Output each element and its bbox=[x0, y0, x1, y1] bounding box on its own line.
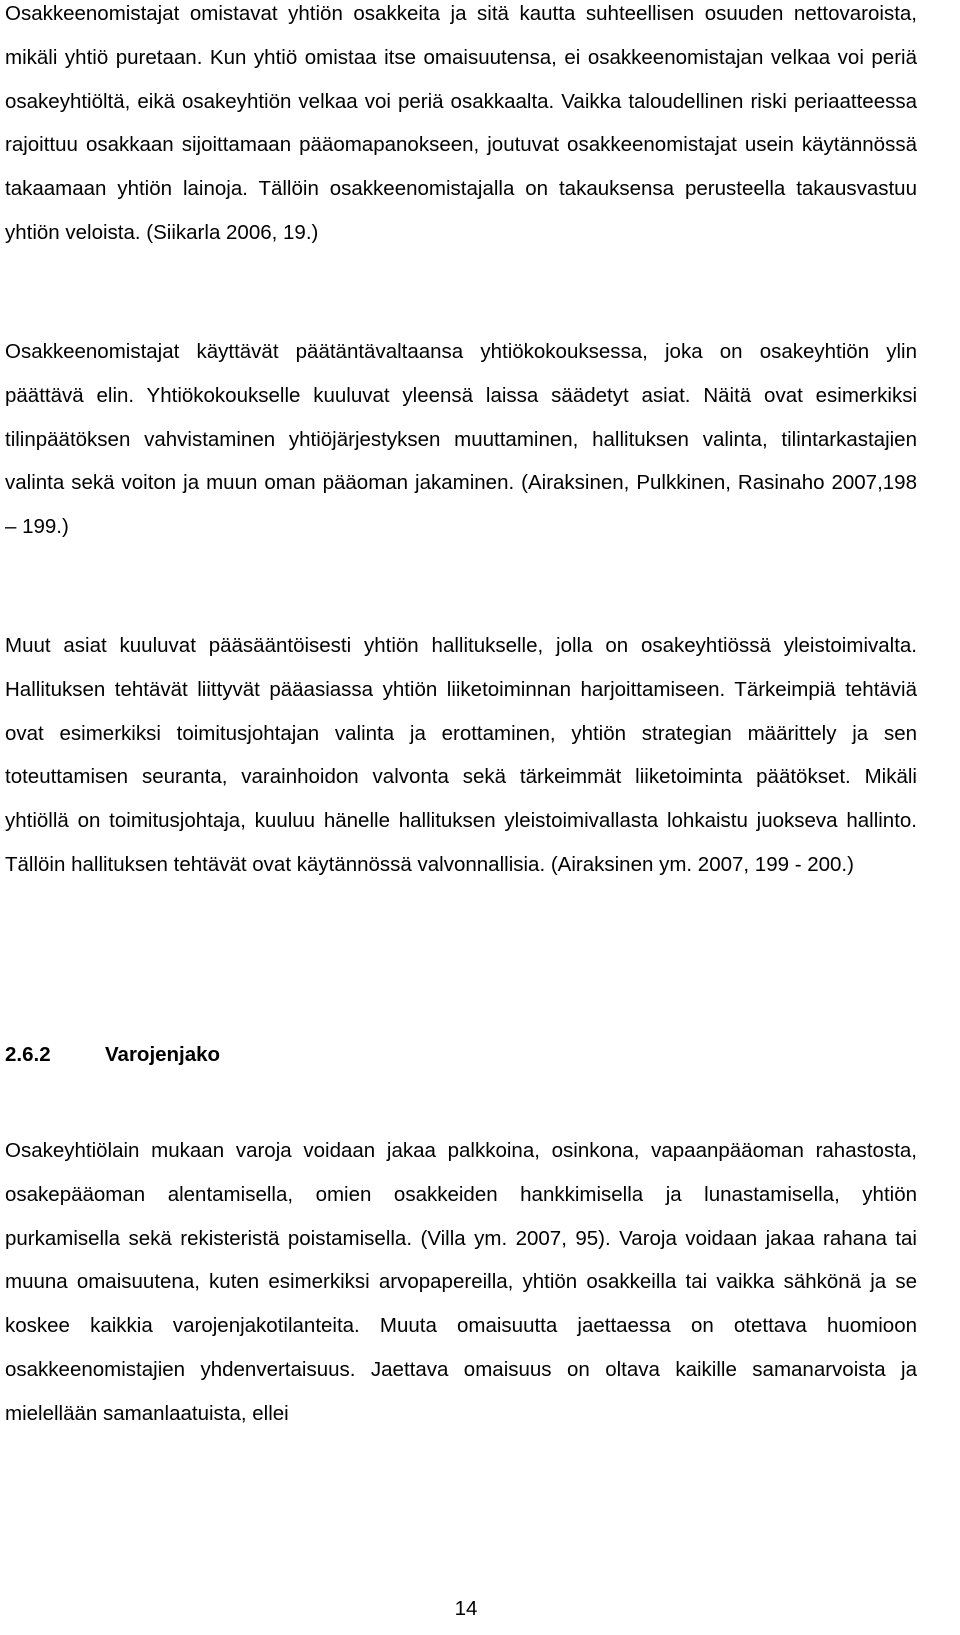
section-number: 2.6.2 bbox=[5, 1043, 51, 1066]
section-heading bbox=[5, 1041, 220, 1069]
paragraph-general-meeting: Osakkeenomistajat käyttävät päätäntävaltaansa yhtiökokouksessa, joka on osakeyhtiön ylin päättävä elin. Yhtiökokoukselle kuuluvat yleensä laissa säädetyt asiat. Näitä ovat esimerkiksi tilinpäätöksen vahvistaminen yhtiöjärjestyksen muuttaminen, hallituksen valinta, tilintarkastajien valinta sekä voiton ja muun oman pääoman jakaminen. (Airaksinen, Pulkkinen, Rasinaho 2007,198 – 199.) bbox=[5, 340, 917, 539]
paragraph-distribution-of-assets: Osakeyhtiölain mukaan varoja voidaan jakaa palkkoina, osinkona, vapaanpääoman rahastosta, osakepääoman alentamisella, omien osakkeiden hankkimisella ja lunastamisella, yhtiön purkamisella sekä rekisteristä poistamisella. (Villa ym. 2007, 95). Varoja voidaan jakaa rahana tai muuna omaisuutena, kuten esimerkiksi arvopapereilla, yhtiön osakkeilla tai vaikka sähkönä ja se koskee kaikkia varojenjakotilanteita. Muuta omaisuutta jaettaessa on otettava huomioon osakkeenomistajien yhdenvertaisuus. Jaettava omaisuus on oltava kaikille samanarvoista ja mielellään samanlaatuista, ellei bbox=[5, 1139, 917, 1425]
page-number: 14 bbox=[454, 1597, 478, 1620]
section-title: Varojenjako bbox=[105, 1043, 221, 1066]
paragraph-shareholders-ownership: Osakkeenomistajat omistavat yhtiön osakkeita ja sitä kautta suhteellisen osuuden nettovaroista, mikäli yhtiö puretaan. Kun yhtiö omistaa itse omaisuutensa, ei osakkeenomistajan velkaa voi periä osakeyhtiöltä, eikä osakeyhtiön velkaa voi periä osakkaalta. Vaikka taloudellinen riski periaatteessa rajoittuu osakkaan sijoittamaan pääomapanokseen, joutuvat osakkeenomistajat usein käytännössä takaamaan yhtiön lainoja. Tällöin osakkeenomistajalla on takauksensa perusteella takausvastuu yhtiön veloista. (Siikarla 2006, 19.) bbox=[5, 2, 917, 244]
paragraph-board-duties: Muut asiat kuuluvat pääsääntöisesti yhtiön hallitukselle, jolla on osakeyhtiössä yleistoimivalta. Hallituksen tehtävät liittyvät pääasiassa yhtiön liiketoiminnan harjoittamiseen. Tärkeimpiä tehtäviä ovat esimerkiksi toimitusjohtajan valinta ja erottaminen, yhtiön strategian määrittely ja sen toteuttamisen seuranta, varainhoidon valvonta sekä tärkeimmät liiketoiminta päätökset. Mikäli yhtiöllä on toimitusjohtaja, kuuluu hänelle hallituksen yleistoimivallasta lohkaistu juokseva hallinto. Tällöin hallituksen tehtävät ovat käytännössä valvonnallisia. (Airaksinen ym. 2007, 199 - 200.) bbox=[5, 634, 917, 876]
